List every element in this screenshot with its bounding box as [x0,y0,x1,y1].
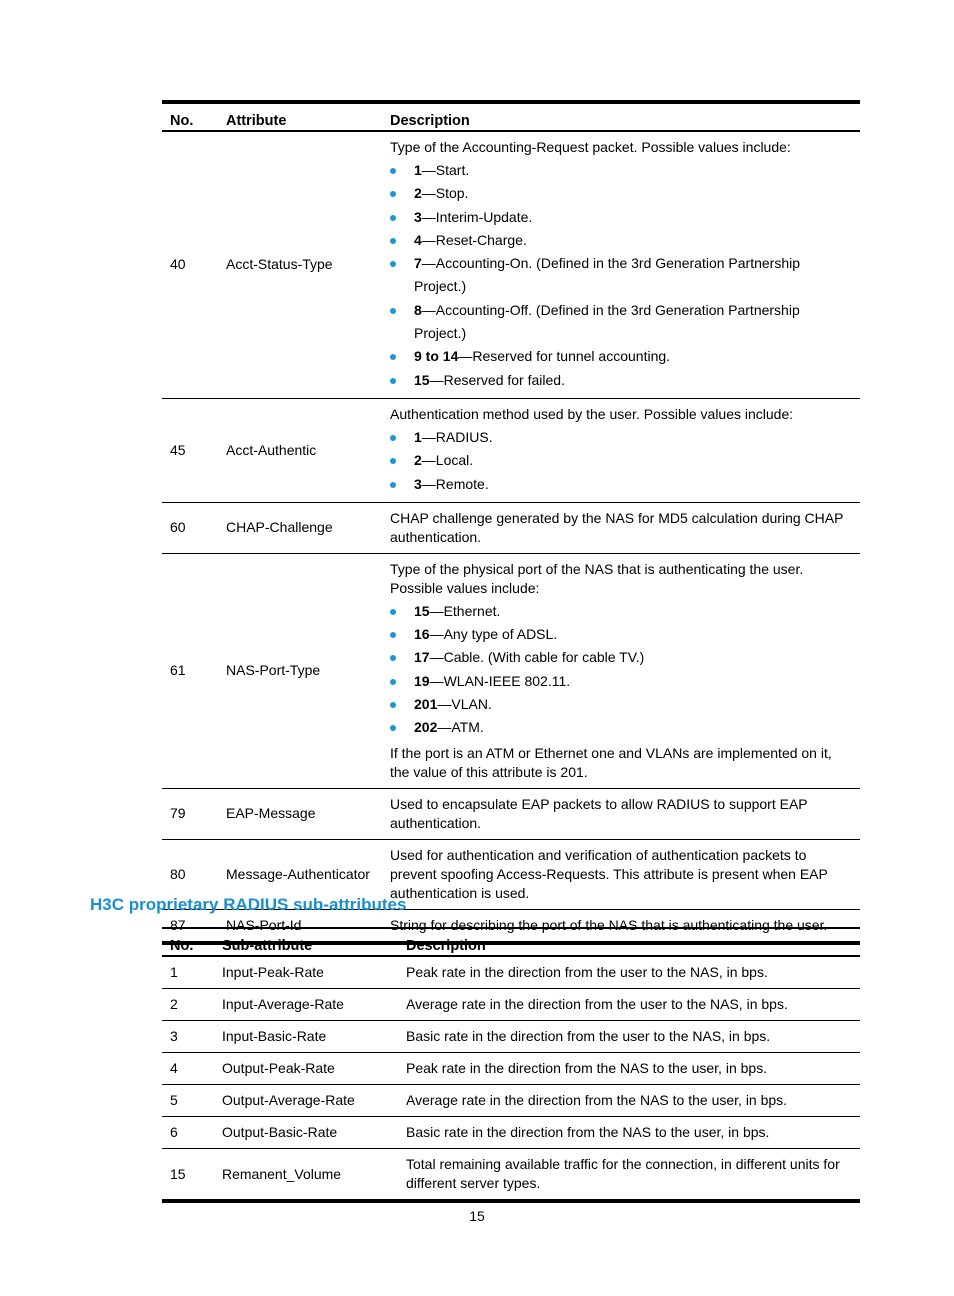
sub-attribute-description: Basic rate in the direction from the NAS to the user, in bps. [398,1117,860,1149]
bullet-icon [390,238,396,244]
sub-attribute-name: Input-Basic-Rate [214,1021,398,1053]
attribute-description [382,398,860,502]
value-code: 9 to 14 [414,348,459,365]
value-code: 15 [414,602,430,619]
attribute-description: CHAP challenge generated by the NAS for MD5 calculation during CHAP authentication. [382,502,860,553]
attribute-description: Used for authentication and verification of authentication packets to prevent spoofing Access-Requests. This attribute is present when EAP authentication is used. [382,839,860,909]
table-row [162,1149,860,1202]
value-meaning: —Interim-Update. [421,208,533,225]
table-row [162,553,860,788]
sub-attribute-description: Peak rate in the direction from the user to the NAS, in bps. [398,956,860,989]
list-item [390,299,852,346]
value-meaning: —Accounting-Off. (Defined in the 3rd Generation Partnership Project.) [414,301,800,342]
section-heading: H3C proprietary RADIUS sub-attributes [90,895,407,914]
value-meaning: —Accounting-On. (Defined in the 3rd Generation Partnership Project.) [414,255,801,295]
sub-attribute-number: 5 [162,1085,214,1117]
sub-attribute-number: 1 [162,956,214,989]
list-item [390,252,852,299]
sub-attribute-number: 2 [162,989,214,1021]
table-row [162,1021,860,1053]
attribute-name: Acct-Authentic [218,398,382,502]
sub-attribute-table [162,927,860,1203]
attribute-name: CHAP-Challenge [218,502,382,553]
value-meaning: —Reserved for tunnel accounting. [458,348,671,365]
value-code: 2 [414,185,422,202]
sub-attribute-description: Peak rate in the direction from the NAS to the user, in bps. [398,1053,860,1085]
sub-attribute-name: Output-Basic-Rate [214,1117,398,1149]
table-row [162,1053,860,1085]
bullet-icon [390,191,396,197]
list-item [390,345,852,368]
value-code: 8 [414,301,422,318]
list-item [390,646,852,669]
table-row [162,131,860,398]
sub-attribute-number: 15 [170,1165,186,1182]
attribute-name: NAS-Port-Type [218,553,382,788]
value-meaning: —Start. [421,162,470,178]
sub-attribute-description: Basic rate in the direction from the user to the NAS, in bps. [398,1021,860,1053]
value-meaning: —Reserved for failed. [429,371,565,388]
description-note: If the port is an ATM or Ethernet one and VLANs are implemented on it, the value of this attribute is 201. [390,744,832,780]
list-item [390,600,852,623]
attribute-name: NAS-Port-Id [226,916,302,933]
description-intro: Type of the physical port of the NAS that is authenticating the user. Possible values include: [390,560,804,596]
bullet-icon [390,679,396,685]
value-list [390,600,852,740]
list-item [390,473,852,496]
sub-attribute-number: 3 [162,1021,214,1053]
attribute-table-body [162,131,860,943]
value-meaning: —Stop. [421,185,469,202]
value-meaning: —VLAN. [437,696,492,713]
list-item [390,693,852,716]
table-row [162,502,860,553]
value-code: 3 [414,475,422,492]
value-code: 3 [414,208,422,225]
sub-attribute-description: Average rate in the direction from the user to the NAS, in bps. [398,989,860,1021]
bullet-icon [390,609,396,615]
bullet-icon [390,168,396,174]
list-item [390,426,852,449]
value-code: 201 [414,696,438,713]
value-code: 1 [414,428,422,445]
value-list [390,426,852,496]
table-header-row [162,102,860,131]
table-row [162,398,860,502]
sub-attribute-number: 4 [162,1053,214,1085]
value-code: 7 [414,255,422,272]
bullet-icon [390,378,396,384]
table-row [162,1117,860,1149]
bullet-icon [390,435,396,441]
description-intro: Type of the Accounting-Request packet. Possible values include: [390,139,791,155]
attribute-number: 45 [162,398,218,502]
value-code: 19 [414,672,430,689]
value-code: 202 [414,719,438,736]
attribute-name: Acct-Status-Type [218,131,382,398]
sub-attribute-name: Remanent_Volume [222,1165,342,1182]
sub-attribute-name: Input-Average-Rate [214,989,398,1021]
attribute-number: 40 [162,131,218,398]
attribute-table [162,100,860,945]
attribute-number: 87 [170,916,186,933]
attribute-name: EAP-Message [218,788,382,839]
value-meaning: —Local. [421,452,474,469]
value-meaning: —Ethernet. [429,602,501,619]
attribute-number: 60 [162,502,218,553]
bullet-icon [390,632,396,638]
attribute-number: 79 [162,788,218,839]
list-item [390,449,852,472]
bullet-icon [390,655,396,661]
value-code: 16 [414,626,430,643]
attribute-number: 61 [162,553,218,788]
column-header-no: No. [162,928,214,956]
attribute-description: Used to encapsulate EAP packets to allow RADIUS to support EAP authentication. [382,788,860,839]
bullet-icon [390,354,396,360]
value-code: 1 [414,162,422,178]
column-header-sub-attribute: Sub-attribute [214,928,398,956]
value-meaning: —RADIUS. [421,428,493,445]
bullet-icon [390,308,396,314]
attribute-description [382,553,860,788]
list-item [390,623,852,646]
list-item [390,369,852,392]
value-code: 17 [414,649,430,666]
bullet-icon [390,261,396,267]
list-item [390,229,852,252]
list-item [390,206,852,229]
attribute-description: String for describing the port of the NAS that is authenticating the user. [390,916,828,933]
bullet-icon [390,215,396,221]
sub-attribute-table-body [162,956,860,1201]
table-header-row [162,928,860,956]
value-meaning: —WLAN-IEEE 802.11. [429,672,571,689]
sub-attribute-description: Average rate in the direction from the NAS to the user, in bps. [398,1085,860,1117]
value-meaning: —Any type of ADSL. [429,626,558,643]
list-item [390,182,852,205]
column-header-attribute: Attribute [218,102,382,131]
value-list [390,159,852,392]
column-header-no: No. [162,102,218,131]
page-number: 15 [469,1208,485,1224]
bullet-icon [390,702,396,708]
value-meaning: —Cable. (With cable for cable TV.) [429,649,645,666]
column-header-description: Description [398,928,860,956]
bullet-icon [390,482,396,488]
column-header-description: Description [382,102,860,131]
table-row [162,1085,860,1117]
bullet-icon [390,725,396,731]
table-row [162,956,860,989]
attribute-name: Message-Authenticator [218,839,382,909]
sub-attribute-description: Total remaining available traffic for the connection, in different units for different server types. [406,1156,840,1191]
sub-attribute-number: 6 [162,1117,214,1149]
table-row [162,989,860,1021]
value-code: 2 [414,452,422,469]
table-row [162,788,860,839]
list-item [390,159,852,182]
list-item [390,716,852,739]
value-code: 15 [414,371,430,388]
attribute-number: 80 [162,839,218,909]
value-meaning: —Remote. [421,475,489,492]
value-code: 4 [414,231,422,248]
description-intro: Authentication method used by the user. Possible values include: [390,405,794,422]
attribute-description [382,131,860,398]
value-meaning: —Reset-Charge. [421,231,527,248]
sub-attribute-name: Output-Peak-Rate [214,1053,398,1085]
sub-attribute-name: Output-Average-Rate [214,1085,398,1117]
list-item [390,670,852,693]
sub-attribute-name: Input-Peak-Rate [214,956,398,989]
bullet-icon [390,458,396,464]
value-meaning: —ATM. [437,719,484,736]
